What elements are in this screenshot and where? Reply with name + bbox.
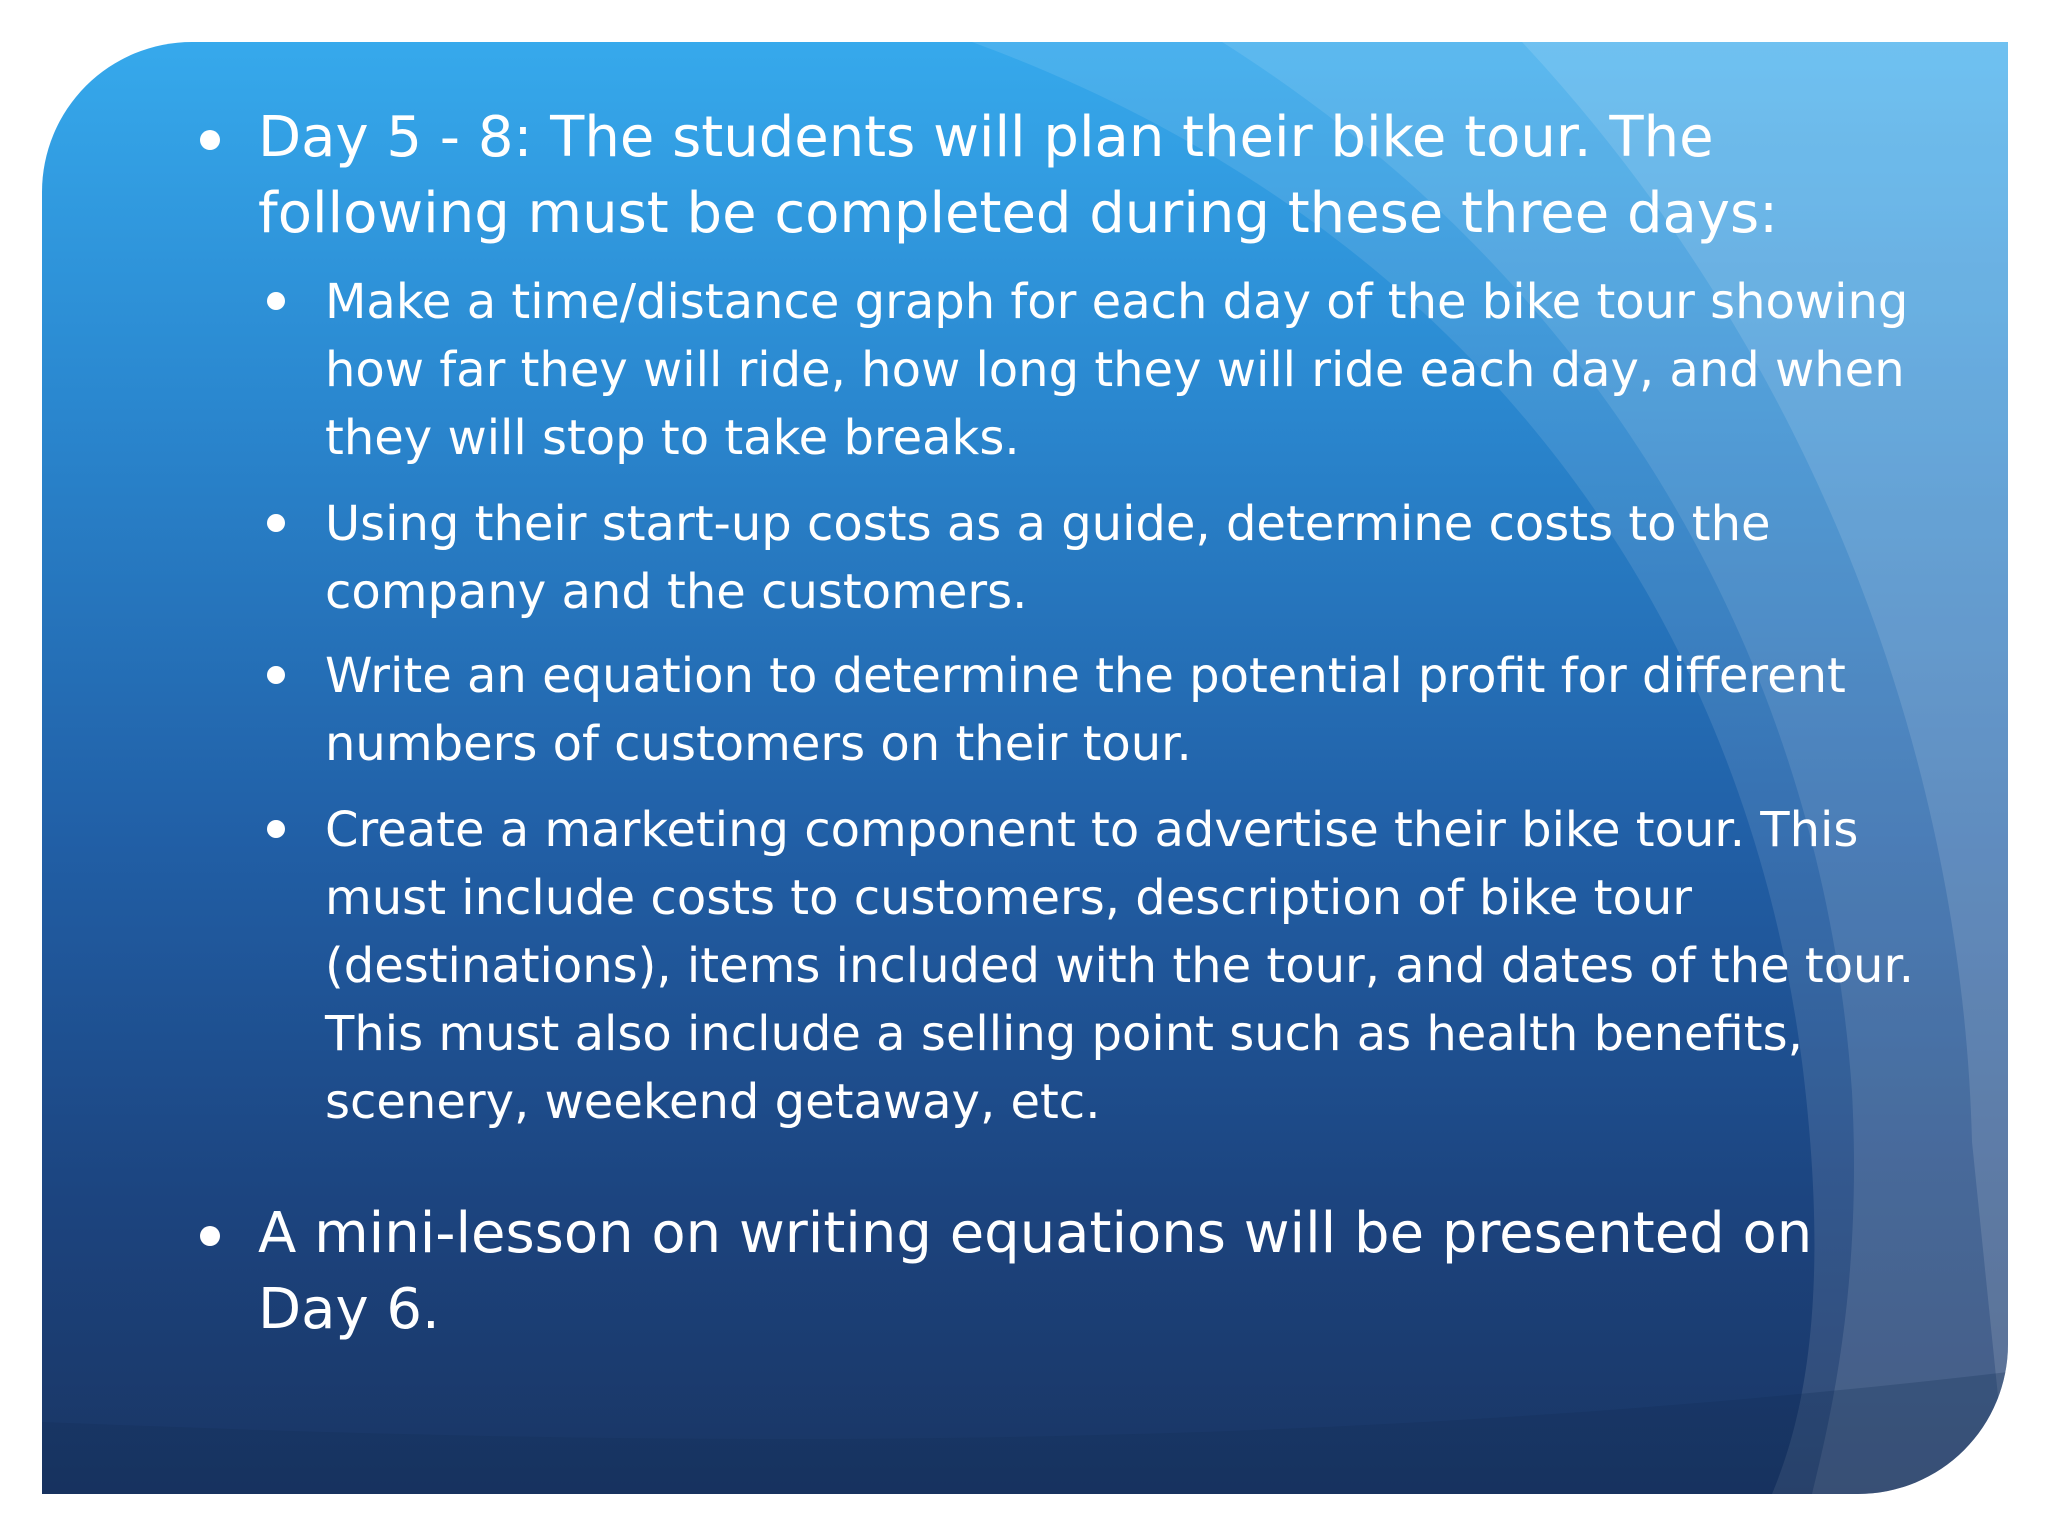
sub-bullet-equation: Write an equation to determine the potential profit for different numbers of customers on their tour. bbox=[325, 642, 1925, 778]
bullet-mini-lesson: A mini-lesson on writing equations will be presented on Day 6. bbox=[258, 1196, 1898, 1348]
slide-content bbox=[42, 42, 2008, 1494]
bullet-day-5-8: Day 5 - 8: The students will plan their bike tour. The following must be completed during these three days: bbox=[258, 100, 1898, 252]
slide bbox=[42, 42, 2008, 1494]
sub-bullet-time-distance-graph: Make a time/distance graph for each day of the bike tour showing how far they will ride, how long they will ride each day, and when they will stop to take breaks. bbox=[325, 268, 1925, 472]
sub-bullet-marketing: Create a marketing component to advertise their bike tour. This must include costs to customers, description of bike tour (destinations), items included with the tour, and dates of the tour. This must also include a selling point such as health benefits, scenery, weekend getaway, etc. bbox=[325, 796, 1925, 1136]
sub-bullet-costs: Using their start-up costs as a guide, determine costs to the company and the customers. bbox=[325, 490, 1925, 626]
